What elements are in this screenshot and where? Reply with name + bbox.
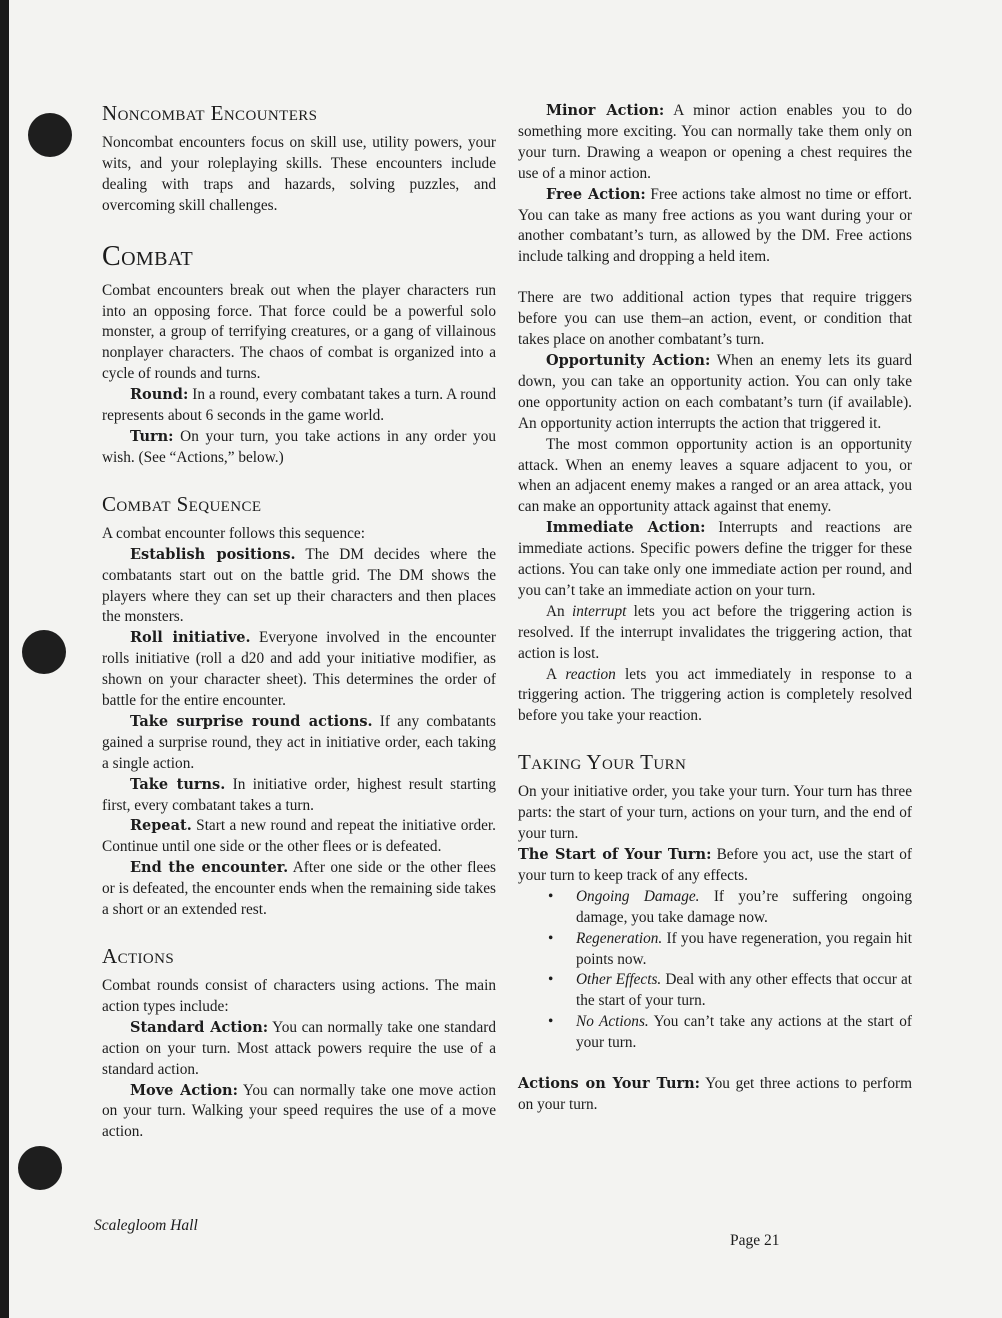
standard-text: You can normally take one standard action on your turn. Most attack powers require the use of a standard action. (102, 1018, 496, 1078)
roll-term: Roll initiative. (130, 629, 251, 647)
move-text: You can normally take one move action on your turn. Walking your speed requires the use of a move action. (102, 1081, 496, 1141)
opportunity-paragraph (518, 351, 912, 435)
end-term: End the encounter. (130, 859, 289, 877)
reaction-text: lets you act immediately in response to a triggering action. The triggering action is completely resolved before you take your reaction. (518, 665, 912, 725)
end-paragraph (102, 858, 496, 921)
taking-turn-heading: Taking Your Turn (518, 750, 687, 775)
surprise-text: If any combatants gained a surprise round, they act in initiative order, each taking a single action. (102, 712, 496, 772)
repeat-paragraph (102, 816, 496, 858)
move-paragraph (102, 1081, 496, 1144)
free-text: Free actions take almost no time or effort. You can take as many free actions as you want during your or another combatant’s turn, as allowed by the DM. Free actions include talking and dropping a held item. (518, 185, 912, 266)
surprise-paragraph (102, 712, 496, 775)
combat-paragraph: Combat encounters break out when the player characters run into an opposing force. That force could be a powerful solo monster, a group of terrifying creatures, or a gang of villainous nonplayer characters. The chaos of combat is organized into a cycle of rounds and turns. (102, 281, 496, 383)
bullet-text: If you have regeneration, you regain hit points now. (576, 929, 912, 968)
immediate-text: Interrupts and reactions are immediate actions. Specific powers define the trigger for these actions. You can take only one immediate action per round, and you can’t take an immediate action on your turn. (518, 519, 912, 599)
move-term: Move Action: (130, 1081, 238, 1099)
taking-turn-paragraph: On your initiative order, you take your turn. Your turn has three parts: the start of your turn, actions on your turn, and the end of your turn. (518, 783, 912, 843)
actions-heading: Actions (102, 944, 175, 968)
bullet-text: If you’re suffering ongoing damage, you take damage now. (576, 887, 912, 926)
common-paragraph: The most common opportunity action is an opportunity attack. When an enemy leaves a square adjacent to you, or when an adjacent enemy makes a ranged or an area attack, you can make an opportunity attack against that enemy. (518, 435, 912, 516)
list-item (576, 1012, 912, 1054)
start-term: The Start of Your Turn: (518, 846, 712, 863)
binder-hole (22, 630, 66, 674)
start-paragraph (518, 845, 912, 887)
list-item (576, 929, 912, 971)
take-turns-paragraph (102, 775, 496, 817)
interrupt-text: lets you act before the triggering action is resolved. If the interrupt invalidates the triggering action, that action is lost. (518, 602, 912, 662)
bullet-term: Other Effects. (576, 971, 662, 989)
book-title: Scalegloom Hall (94, 1217, 198, 1234)
standard-term: Standard Action: (130, 1018, 269, 1036)
surprise-term: Take surprise round actions. (130, 712, 373, 730)
turn-text: On your turn, you take actions in any order you wish. (See “Actions,” below.) (102, 427, 496, 466)
free-term: Free Action: (546, 185, 646, 203)
actions-intro: Combat rounds consist of characters using actions. The main action types include: (102, 977, 496, 1015)
sequence-heading: Combat Sequence (102, 491, 262, 516)
scan-edge (0, 0, 9, 1318)
additional-paragraph: There are two additional action types that require triggers before you can use them–an action, event, or condition that takes place on another combatant’s turn. (518, 289, 912, 349)
standard-paragraph (102, 1018, 496, 1081)
sequence-intro: A combat encounter follows this sequence: (102, 524, 365, 542)
turn-term: Turn: (130, 427, 174, 445)
list-item (576, 970, 912, 1012)
left-column (102, 100, 496, 1143)
list-item (576, 887, 912, 929)
actions-on-turn-paragraph (518, 1074, 912, 1116)
establish-text: The DM decides where the combatants start out on the battle grid. The DM shows the players where they can set up their characters and then places the monsters. (102, 545, 496, 626)
minor-paragraph (518, 101, 912, 185)
noncombat-paragraph: Noncombat encounters focus on skill use, utility powers, your wits, and your roleplaying skills. These encounters include dealing with traps and hazards, solving puzzles, and overcoming skill challenges. (102, 134, 496, 214)
noncombat-heading: Noncombat Encounters (102, 101, 318, 125)
actions-on-turn-text: You get three actions to perform on your turn. (518, 1075, 912, 1113)
take-turns-text: In initiative order, highest result starting first, every combatant takes a turn. (102, 775, 496, 814)
establish-paragraph (102, 545, 496, 629)
end-text: After one side or the other flees or is defeated, the encounter ends when the remaining side takes a short or an extended rest. (102, 859, 496, 919)
reaction-word: reaction (565, 665, 616, 683)
round-term: Round: (130, 386, 189, 404)
combat-heading: Combat (102, 240, 194, 272)
actions-on-turn-term: Actions on Your Turn: (518, 1075, 701, 1093)
bullet-term: Regeneration. (576, 929, 663, 947)
establish-term: Establish positions. (130, 545, 296, 563)
page-number: Page 21 (730, 1232, 780, 1249)
immediate-paragraph (518, 518, 912, 602)
reaction-pre: A (546, 665, 566, 683)
take-turns-term: Take turns. (130, 775, 226, 793)
round-paragraph (102, 385, 496, 427)
bullet-term: Ongoing Damage. (576, 887, 700, 905)
free-paragraph (518, 185, 912, 269)
reaction-paragraph (518, 665, 912, 728)
interrupt-paragraph (518, 602, 912, 665)
binder-hole (28, 113, 72, 157)
bullet-text: You can’t take any actions at the start of your turn. (576, 1013, 913, 1052)
roll-text: Everyone involved in the encounter rolls initiative (roll a d20 and add your initiative modifier, as shown on your character sheet). This determines the order of battle for the entire encounter. (102, 629, 496, 710)
minor-term: Minor Action: (546, 102, 665, 119)
interrupt-pre: An (546, 602, 572, 620)
repeat-text: Start a new round and repeat the initiative order. Continue until one side or the other flees or is defeated. (102, 817, 496, 856)
round-text: In a round, every combatant takes a turn. A round represents about 6 seconds in the game world. (102, 386, 496, 425)
right-column (518, 101, 912, 1116)
turn-paragraph (102, 427, 496, 469)
immediate-term: Immediate Action: (546, 519, 706, 537)
binder-hole (18, 1146, 62, 1190)
opportunity-text: When an enemy lets its guard down, you can take an opportunity action. You can only take one opportunity action on each combatant’s turn (if available). An opportunity action interrupts the action that triggered it. (518, 351, 912, 432)
start-text: Before you act, use the start of your turn to keep track of any effects. (518, 846, 912, 884)
opportunity-term: Opportunity Action: (546, 351, 711, 369)
repeat-term: Repeat. (130, 817, 192, 835)
start-effects-list (518, 887, 912, 1054)
roll-paragraph (102, 628, 496, 712)
minor-text: A minor action enables you to do something more exciting. You can normally take them only on your turn. Drawing a weapon or opening a chest requires the use of a minor action. (518, 102, 912, 182)
bullet-text: Deal with any other effects that occur at the start of your turn. (576, 971, 912, 1010)
bullet-term: No Actions. (576, 1013, 649, 1031)
interrupt-word: interrupt (571, 602, 627, 620)
